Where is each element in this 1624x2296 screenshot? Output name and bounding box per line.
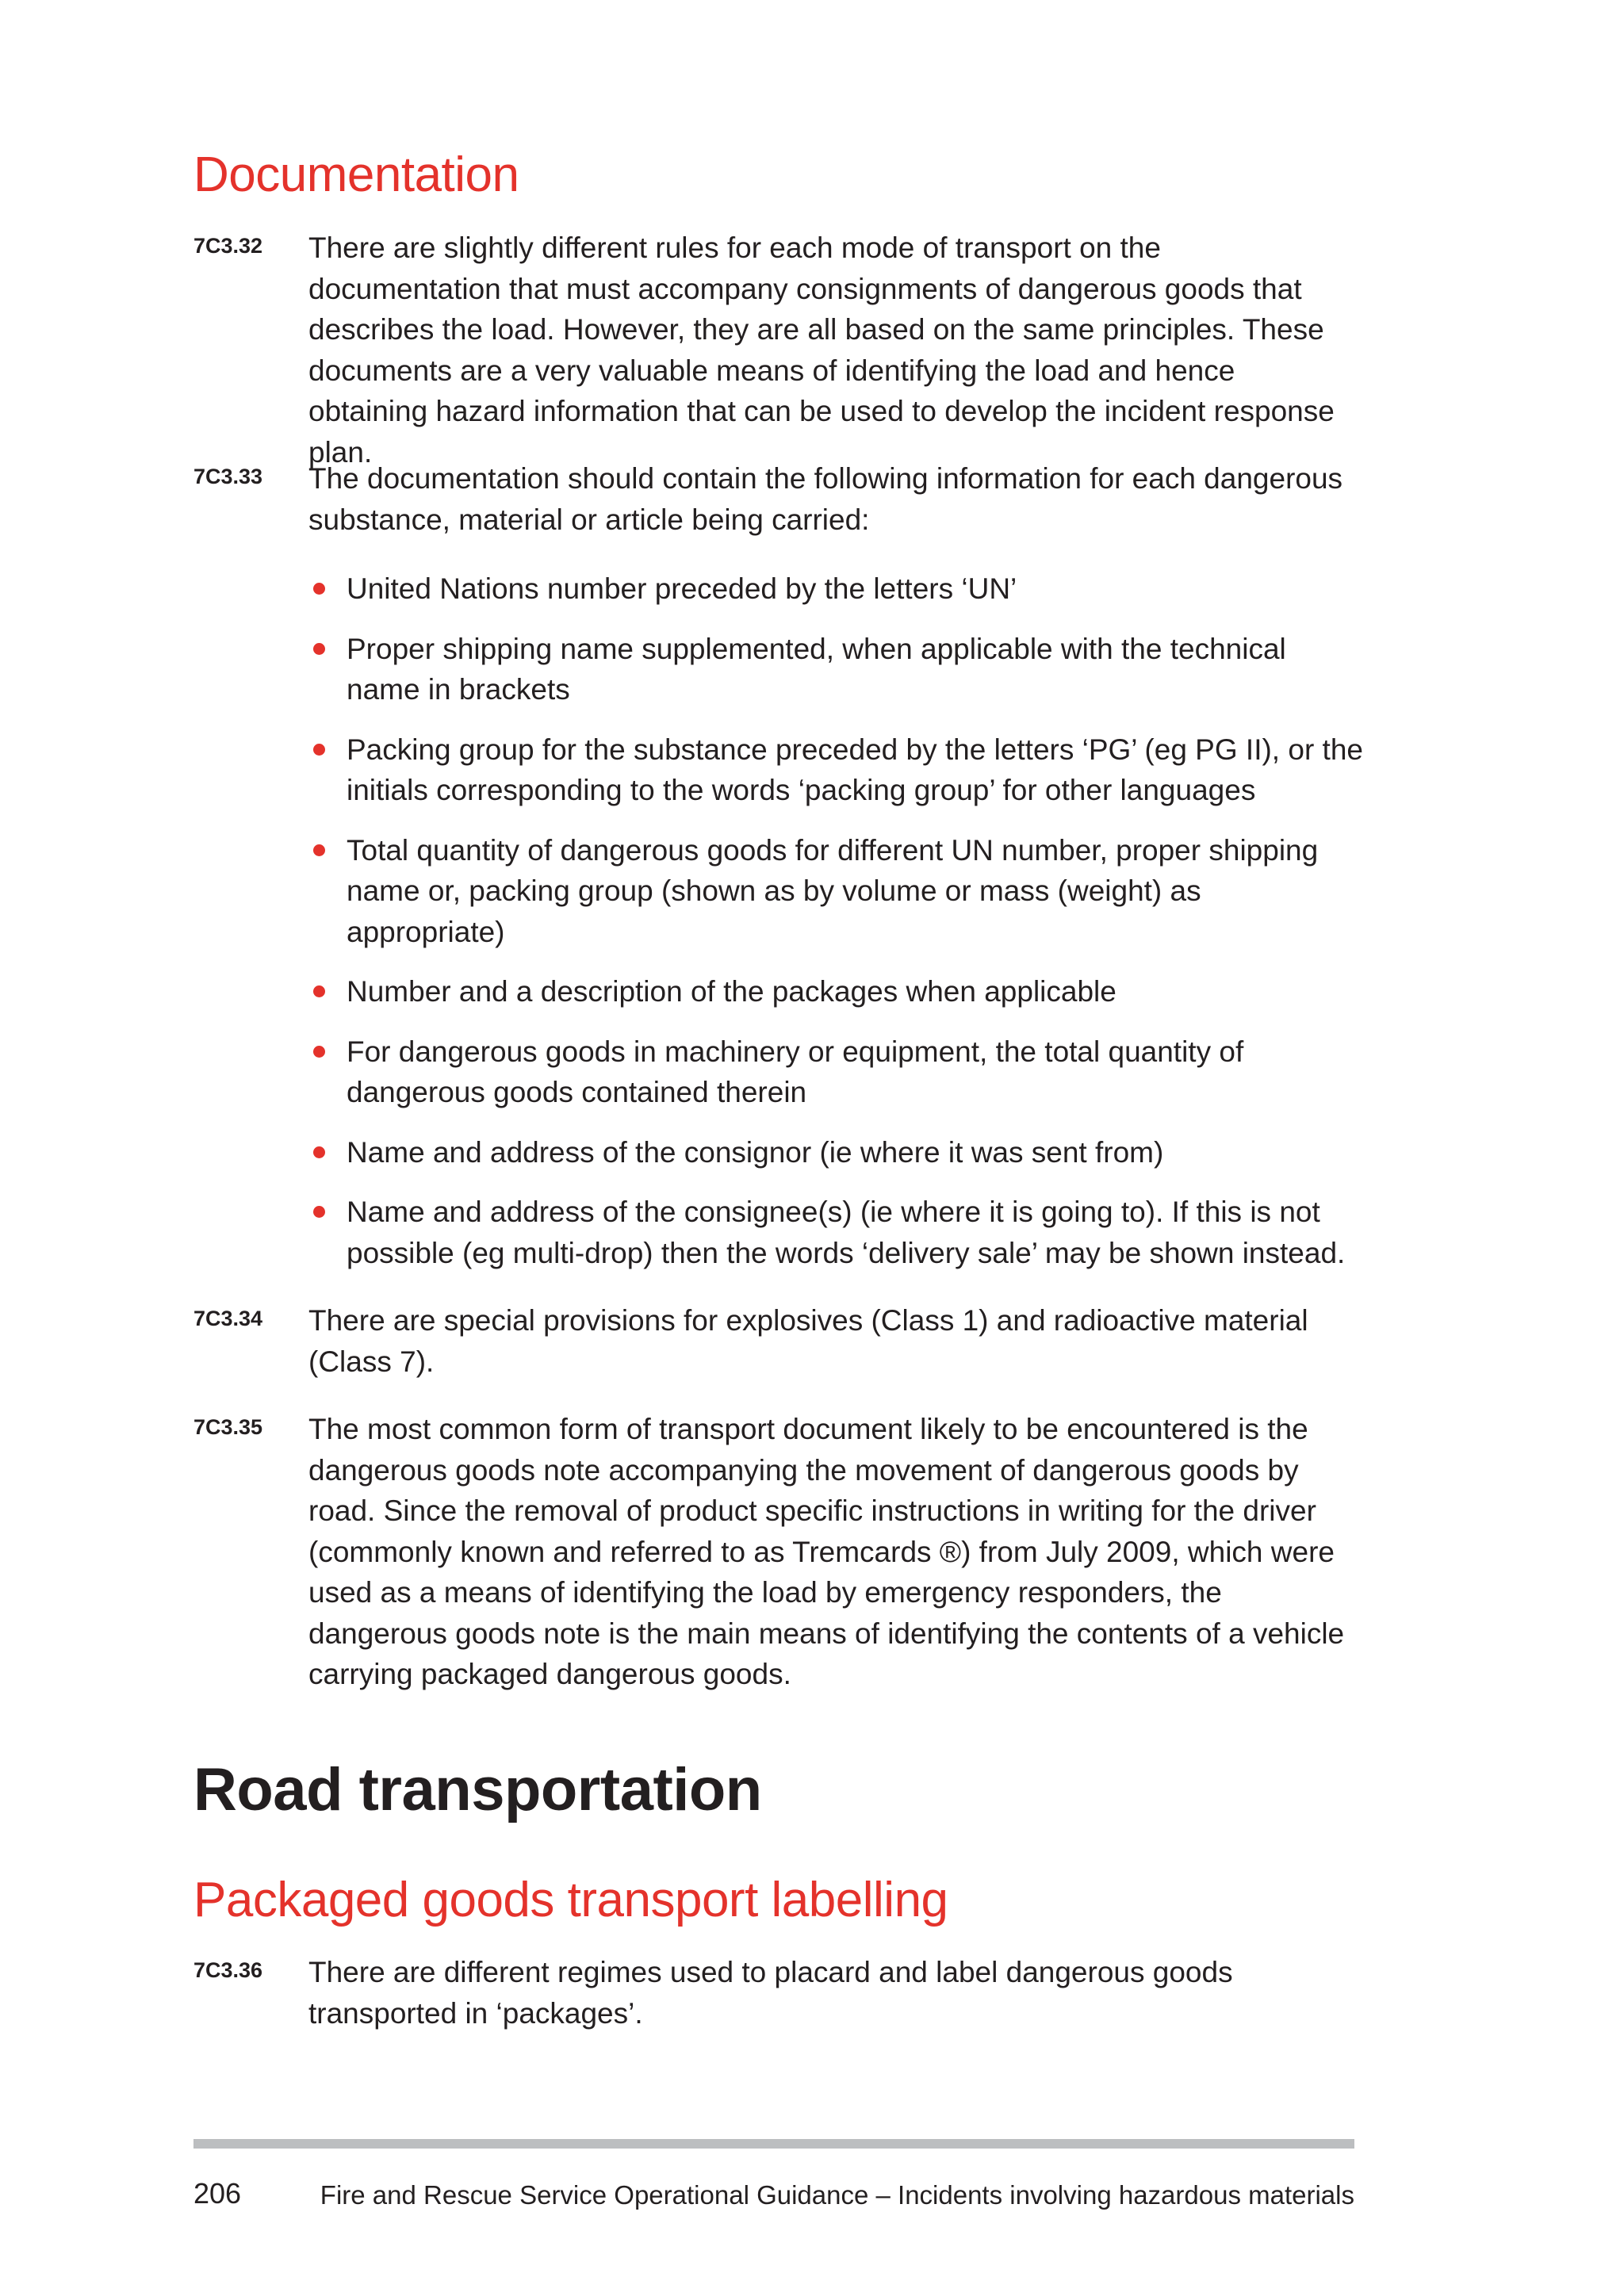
- documentation-info-list: [308, 568, 1363, 1292]
- paragraph-number: 7C3.32: [193, 234, 263, 258]
- list-item: Name and address of the consignor (ie where it was sent from): [308, 1132, 1363, 1173]
- list-item: United Nations number preceded by the letters ‘UN’: [308, 568, 1363, 610]
- paragraph-7c3-34: [193, 1300, 1359, 1382]
- page-number: 206: [193, 2177, 242, 2210]
- bullet-dot-icon: [313, 1046, 325, 1058]
- bullet-dot-icon: [313, 744, 325, 756]
- paragraph-text: The documentation should contain the following information for each dangerous substance, material or article being carried:: [308, 462, 1343, 536]
- bullet-dot-icon: [313, 643, 325, 655]
- paragraph-text: There are slightly different rules for each mode of transport on the documentation that must accompany consignments of dangerous goods that describes the load. However, they are all based on the same principles. These documents are a very valuable means of identifying the load and hence obtaining hazard information that can be used to develop the incident response plan.: [308, 232, 1335, 469]
- paragraph-text: There are special provisions for explosives (Class 1) and radioactive material (Class 7).: [308, 1304, 1308, 1378]
- bullet-dot-icon: [313, 1146, 325, 1158]
- paragraph-7c3-35: [193, 1409, 1359, 1695]
- paragraph-number: 7C3.34: [193, 1307, 263, 1330]
- footer-title: Fire and Rescue Service Operational Guidance – Incidents involving hazardous materials: [320, 2180, 1354, 2210]
- bullet-dot-icon: [313, 583, 325, 595]
- paragraph-text: There are different regimes used to placard and label dangerous goods transported in ‘packages’.: [308, 1956, 1233, 2030]
- list-item: Packing group for the substance preceded by the letters ‘PG’ (eg PG II), or the initials corresponding to the words ‘packing group’ for other languages: [308, 729, 1363, 811]
- paragraph-number: 7C3.35: [193, 1415, 263, 1439]
- list-item: For dangerous goods in machinery or equipment, the total quantity of dangerous goods contained therein: [308, 1031, 1363, 1113]
- documentation-heading: Documentation: [193, 147, 519, 202]
- paragraph-7c3-36: [193, 1952, 1359, 2034]
- bullet-dot-icon: [313, 1206, 325, 1218]
- list-item: Proper shipping name supplemented, when applicable with the technical name in brackets: [308, 629, 1363, 710]
- footer-divider: [193, 2139, 1354, 2149]
- bullet-dot-icon: [313, 985, 325, 997]
- road-transportation-heading: Road transportation: [193, 1756, 762, 1823]
- paragraph-7c3-33: [193, 458, 1359, 540]
- paragraph-number: 7C3.33: [193, 465, 263, 488]
- paragraph-7c3-32: [193, 228, 1359, 473]
- list-item: Name and address of the consignee(s) (ie where it is going to). If this is not possible (eg multi-drop) then the words ‘delivery sale’ may be shown instead.: [308, 1192, 1363, 1273]
- paragraph-text: The most common form of transport document likely to be encountered is the dangerous goods note accompanying the movement of dangerous goods by road. Since the removal of product specific instructions in writing for the driver (commonly known and referred to as Tremcards ®) from July 2009, which were used as a means of identifying the load by emergency responders, the dangerous goods note is the main means of identifying the contents of a vehicle carrying packaged dangerous goods.: [308, 1413, 1345, 1690]
- list-item: Number and a description of the packages when applicable: [308, 971, 1363, 1012]
- list-item: Total quantity of dangerous goods for different UN number, proper shipping name or, packing group (shown as by volume or mass (weight) as appropriate): [308, 830, 1363, 953]
- paragraph-number: 7C3.36: [193, 1958, 263, 1982]
- bullet-dot-icon: [313, 844, 325, 856]
- packaged-goods-heading: Packaged goods transport labelling: [193, 1873, 948, 1927]
